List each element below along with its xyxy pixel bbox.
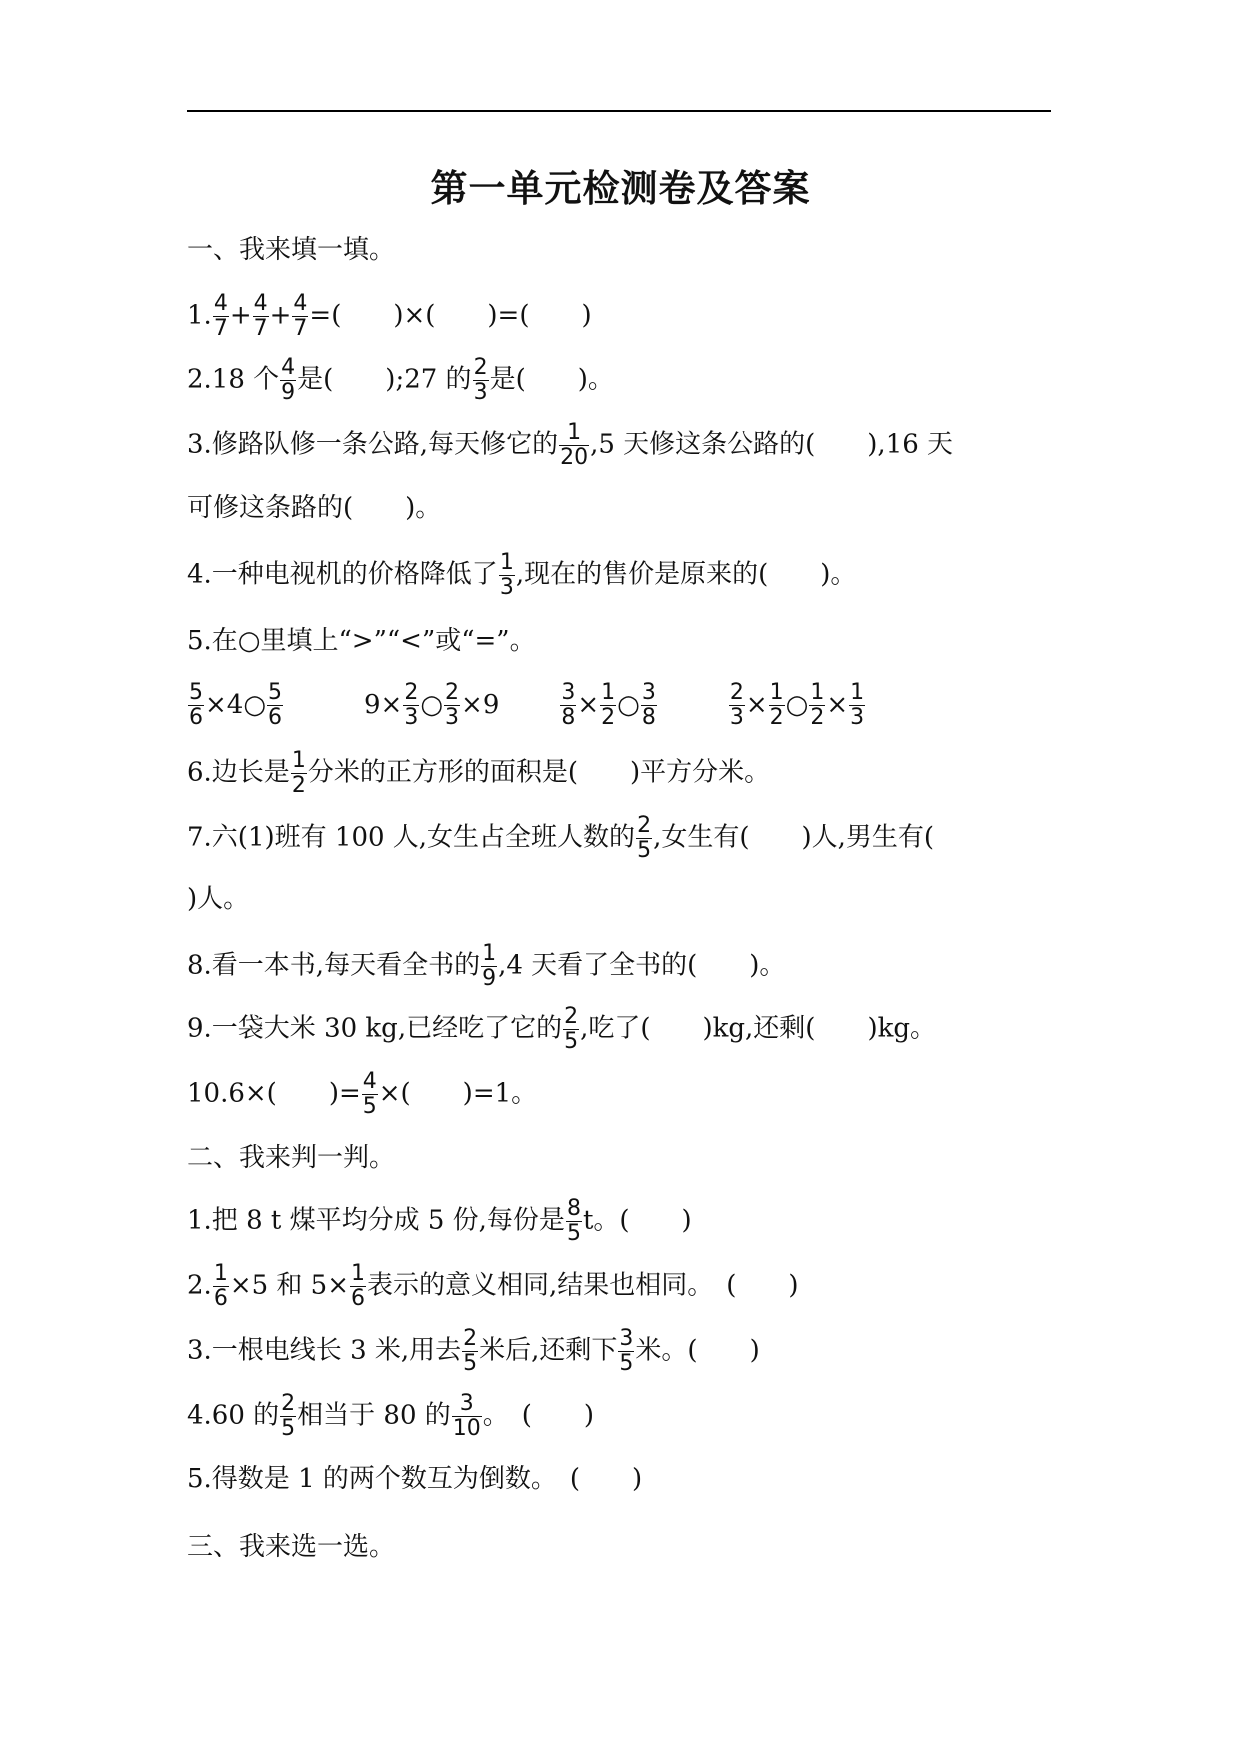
- question-text: ,吃了( )kg,还剩( )kg。: [580, 1013, 936, 1044]
- numerator: 1: [213, 1261, 228, 1286]
- denominator: 3: [850, 705, 865, 730]
- denominator: 8: [641, 705, 656, 730]
- question-text: 6.边长是: [187, 757, 290, 788]
- comparison-circle[interactable]: ○: [420, 689, 444, 720]
- denominator: 2: [291, 773, 306, 798]
- fraction: [253, 292, 269, 341]
- judge-3: [187, 1327, 760, 1376]
- fraction: [566, 1197, 582, 1246]
- fraction: [641, 681, 657, 730]
- denominator: 3: [729, 705, 744, 730]
- denominator: 2: [810, 705, 825, 730]
- question-text: 3.修路队修一条公路,每天修它的: [187, 429, 559, 460]
- denominator: 8: [561, 705, 576, 730]
- question-6: [187, 749, 770, 798]
- question-text: ,5 天修这条公路的( ),16 天: [590, 429, 954, 460]
- numerator: 2: [637, 813, 652, 838]
- question-7-continued: )人。: [187, 884, 250, 914]
- fraction: [267, 681, 283, 730]
- fraction: [499, 551, 515, 600]
- numerator: 1: [499, 550, 514, 575]
- numerator: 4: [362, 1069, 377, 1094]
- numerator: 3: [641, 680, 656, 705]
- fraction: [729, 681, 745, 730]
- denominator: 7: [293, 316, 308, 341]
- section-heading-choose: 三、我来选一选。: [187, 1532, 396, 1562]
- denominator: 6: [351, 1286, 365, 1311]
- question-9: [187, 1005, 936, 1054]
- numerator: 4: [253, 291, 268, 316]
- numerator: 4: [213, 291, 228, 316]
- denominator: 2: [769, 705, 784, 730]
- fraction: [618, 1327, 634, 1376]
- question-text: 9.一袋大米 30 kg,已经吃了它的: [187, 1013, 563, 1044]
- numerator: 1: [351, 1261, 365, 1286]
- header-rule: [187, 110, 1051, 112]
- fraction: [291, 749, 307, 798]
- numerator: 1: [291, 748, 306, 773]
- denominator: 5: [281, 1416, 296, 1441]
- numerator: 2: [281, 1391, 296, 1416]
- denominator: 3: [499, 575, 514, 600]
- question-8: [187, 942, 785, 991]
- denominator: 20: [560, 445, 589, 470]
- numerator: 1: [850, 680, 865, 705]
- question-text: 。 ( ): [482, 1400, 595, 1431]
- fraction: [809, 681, 825, 730]
- times-sign: ×: [745, 689, 768, 720]
- comparison-circle[interactable]: ×4○: [205, 689, 267, 720]
- numerator: 4: [293, 291, 308, 316]
- question-text: 10.6×( )=: [187, 1078, 361, 1109]
- section-heading-judge: 二、我来判一判。: [187, 1143, 396, 1173]
- question-text: 4.60 的: [187, 1400, 280, 1431]
- fraction: [600, 681, 616, 730]
- times-sign: ×: [577, 689, 600, 720]
- denominator: 7: [253, 316, 268, 341]
- question-7: [187, 814, 934, 863]
- question-text: 是( )。: [489, 364, 614, 395]
- numerator: 3: [561, 680, 576, 705]
- question-text: 1.把 8 t 煤平均分成 5 份,每份是: [187, 1205, 565, 1236]
- denominator: 10: [452, 1416, 481, 1441]
- fraction: [403, 681, 419, 730]
- fraction: [849, 681, 865, 730]
- denominator: 6: [213, 1286, 228, 1311]
- denominator: 9: [482, 966, 497, 991]
- denominator: 7: [213, 316, 228, 341]
- numerator: 3: [452, 1392, 482, 1417]
- question-text: 8.看一本书,每天看全书的: [187, 950, 481, 981]
- judge-2: [187, 1262, 799, 1311]
- question-text: 2.18 个: [187, 364, 280, 395]
- question-text: 分米的正方形的面积是( )平方分米。: [307, 757, 771, 788]
- question-10: [187, 1070, 537, 1119]
- denominator: 3: [445, 705, 460, 730]
- comparison-3: [559, 680, 657, 730]
- numerator: 2: [473, 355, 488, 380]
- numerator: 3: [619, 1326, 634, 1351]
- fraction: [188, 681, 204, 730]
- fraction: [636, 814, 652, 863]
- numerator: 4: [281, 355, 296, 380]
- denominator: 6: [189, 705, 203, 730]
- denominator: 6: [268, 705, 283, 730]
- numerator: 5: [268, 680, 283, 705]
- fraction: [292, 292, 308, 341]
- question-text: 是( );27 的: [297, 364, 472, 395]
- fraction: [350, 1262, 366, 1311]
- judge-4: [187, 1392, 594, 1441]
- question-text: 米后,还剩下: [479, 1335, 618, 1366]
- fraction: [362, 1070, 378, 1119]
- question-text: ×( )=1。: [378, 1078, 538, 1109]
- denominator: 5: [362, 1094, 377, 1119]
- denominator: 2: [601, 705, 616, 730]
- comparison-2: [364, 680, 500, 730]
- fraction: [473, 356, 489, 405]
- comparison-circle[interactable]: ○: [785, 689, 809, 720]
- section-heading-fill: 一、我来填一填。: [187, 235, 396, 265]
- fraction: [452, 1392, 482, 1441]
- denominator: 5: [637, 838, 652, 863]
- denominator: 5: [566, 1221, 581, 1246]
- question-text: =( )×( )=( ): [309, 300, 592, 331]
- question-text: ,4 天看了全书的( )。: [498, 950, 786, 981]
- comparison-circle[interactable]: ○: [617, 689, 640, 720]
- question-5: 5.在○里填上“>”“<”或“=”。: [187, 626, 536, 656]
- question-text: ×5 和 5×: [229, 1270, 349, 1301]
- numerator: 2: [404, 680, 419, 705]
- numerator: 1: [769, 680, 784, 705]
- page-title: 第一单元检测卷及答案: [430, 167, 811, 210]
- question-text: 3.一根电线长 3 米,用去: [187, 1335, 462, 1366]
- fraction: [444, 681, 460, 730]
- question-text: 2.: [187, 1270, 212, 1301]
- question-3: [187, 421, 953, 470]
- question-text: ,女生有( )人,男生有(: [653, 822, 935, 853]
- plus-sign: +: [269, 300, 292, 331]
- judge-5: 5.得数是 1 的两个数互为倒数。 ( ): [187, 1464, 643, 1494]
- question-text: 相当于 80 的: [297, 1400, 451, 1431]
- plus-sign: +: [229, 300, 252, 331]
- numerator: 2: [564, 1004, 579, 1029]
- fraction: [213, 1262, 229, 1311]
- fraction: [213, 292, 229, 341]
- fraction: [280, 1392, 296, 1441]
- question-text: 米。( ): [635, 1335, 760, 1366]
- denominator: 3: [473, 380, 488, 405]
- denominator: 5: [619, 1351, 634, 1376]
- question-3-continued: 可修这条路的( )。: [187, 493, 442, 523]
- question-text: 4.一种电视机的价格降低了: [187, 559, 498, 590]
- fraction: [559, 421, 589, 470]
- question-text: 7.六(1)班有 100 人,女生占全班人数的: [187, 822, 636, 853]
- comparison-row: [187, 681, 866, 730]
- numerator: 1: [482, 941, 497, 966]
- numerator: 1: [810, 680, 825, 705]
- numerator: 2: [445, 680, 460, 705]
- fraction: [769, 681, 785, 730]
- numerator: 2: [463, 1326, 478, 1351]
- denominator: 3: [404, 705, 419, 730]
- times-sign: ×: [826, 689, 849, 720]
- question-2: [187, 356, 614, 405]
- fraction: [462, 1327, 478, 1376]
- expr-text: ×9: [461, 689, 500, 720]
- q-number: 1.: [187, 300, 212, 331]
- numerator: 1: [559, 421, 589, 446]
- question-text: ,现在的售价是原来的( )。: [515, 559, 857, 590]
- denominator: 5: [463, 1351, 478, 1376]
- comparison-4: [728, 680, 866, 730]
- question-text: t。( ): [582, 1205, 692, 1236]
- fraction: [280, 356, 296, 405]
- fraction: [560, 681, 576, 730]
- expr-text: 9×: [364, 689, 403, 720]
- numerator: 2: [729, 680, 744, 705]
- numerator: 8: [566, 1196, 581, 1221]
- denominator: 5: [564, 1029, 579, 1054]
- fraction: [563, 1005, 579, 1054]
- numerator: 1: [601, 680, 616, 705]
- fraction: [481, 942, 497, 991]
- judge-1: [187, 1197, 692, 1246]
- question-1: [187, 292, 592, 341]
- denominator: 9: [281, 380, 296, 405]
- comparison-1: [187, 680, 284, 730]
- question-4: [187, 551, 856, 600]
- numerator: 5: [189, 680, 203, 705]
- question-text: 表示的意义相同,结果也相同。 ( ): [367, 1270, 799, 1301]
